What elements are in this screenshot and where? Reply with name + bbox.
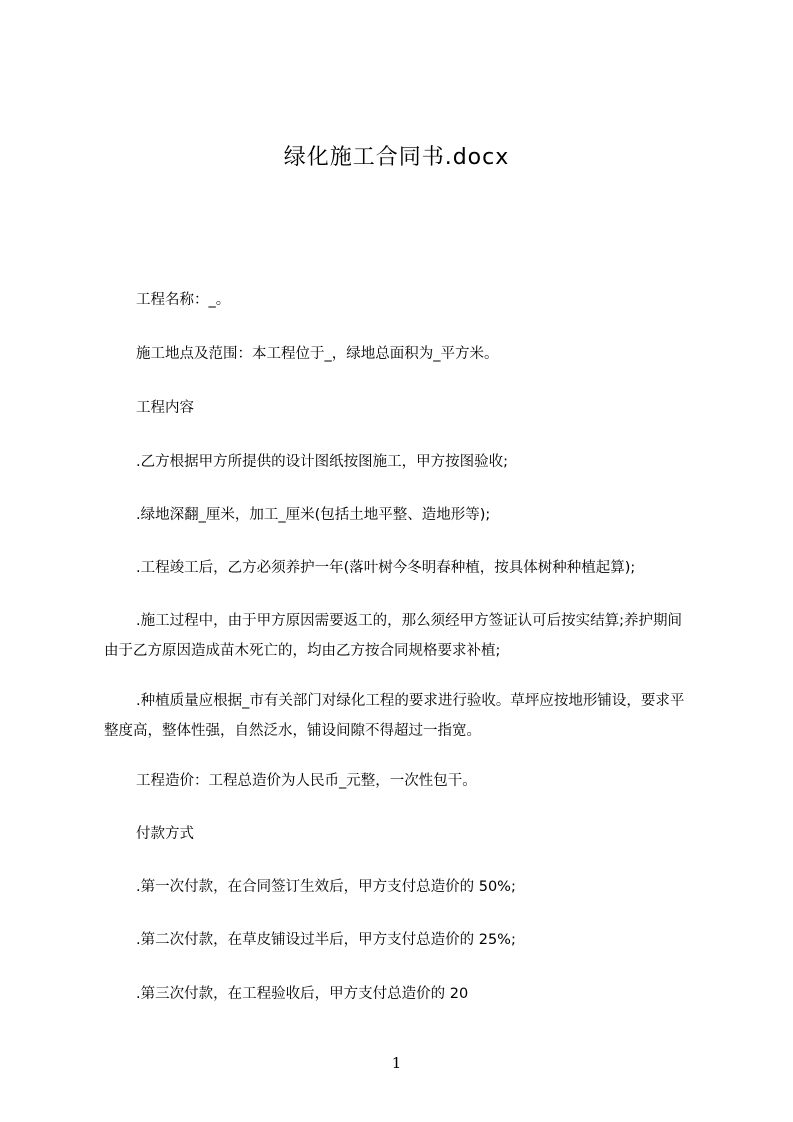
paragraph-item-4: .施工过程中，由于甲方原因需要返工的，那么须经甲方签证认可后按实结算;养护期间由于乙方原因造成苗木死亡的，均由乙方按合同规格要求补植; [104,613,682,659]
paragraph-item-3: .工程竣工后，乙方必须养护一年(落叶树今冬明春种植，按具体树种种植起算); [136,560,636,576]
document-title: 绿化施工合同书.docx [283,145,510,170]
page-number: 1 [391,1054,402,1072]
paragraph-location: 施工地点及范围：本工程位于_，绿地总面积为_平方米。 [136,346,499,362]
paragraph-payment-1: .第一次付款，在合同签订生效后，甲方支付总造价的 50%; [136,879,516,895]
paragraph-work-heading: 工程内容 [136,400,194,416]
paragraph-item-2: .绿地深翻_厘米，加工_厘米(包括土地平整、造地形等); [136,507,491,523]
paragraph-payment-2: .第二次付款，在草皮铺设过半后，甲方支付总造价的 25%; [136,932,516,948]
paragraph-cost: 工程造价：工程总造价为人民币_元整，一次性包干。 [136,773,477,789]
paragraph-item-1: .乙方根据甲方所提供的设计图纸按图施工，甲方按图验收; [136,454,508,470]
paragraph-payment-heading: 付款方式 [136,826,194,842]
paragraph-project-name: 工程名称：_。 [136,292,231,308]
paragraph-item-5: .种植质量应根据_市有关部门对绿化工程的要求进行验收。草坪应按地形铺设，要求平整度高，整体性强，自然泛水，铺设间隙不得超过一指宽。 [104,693,685,739]
paragraph-payment-3: .第三次付款，在工程验收后，甲方支付总造价的 20 [136,986,469,1002]
